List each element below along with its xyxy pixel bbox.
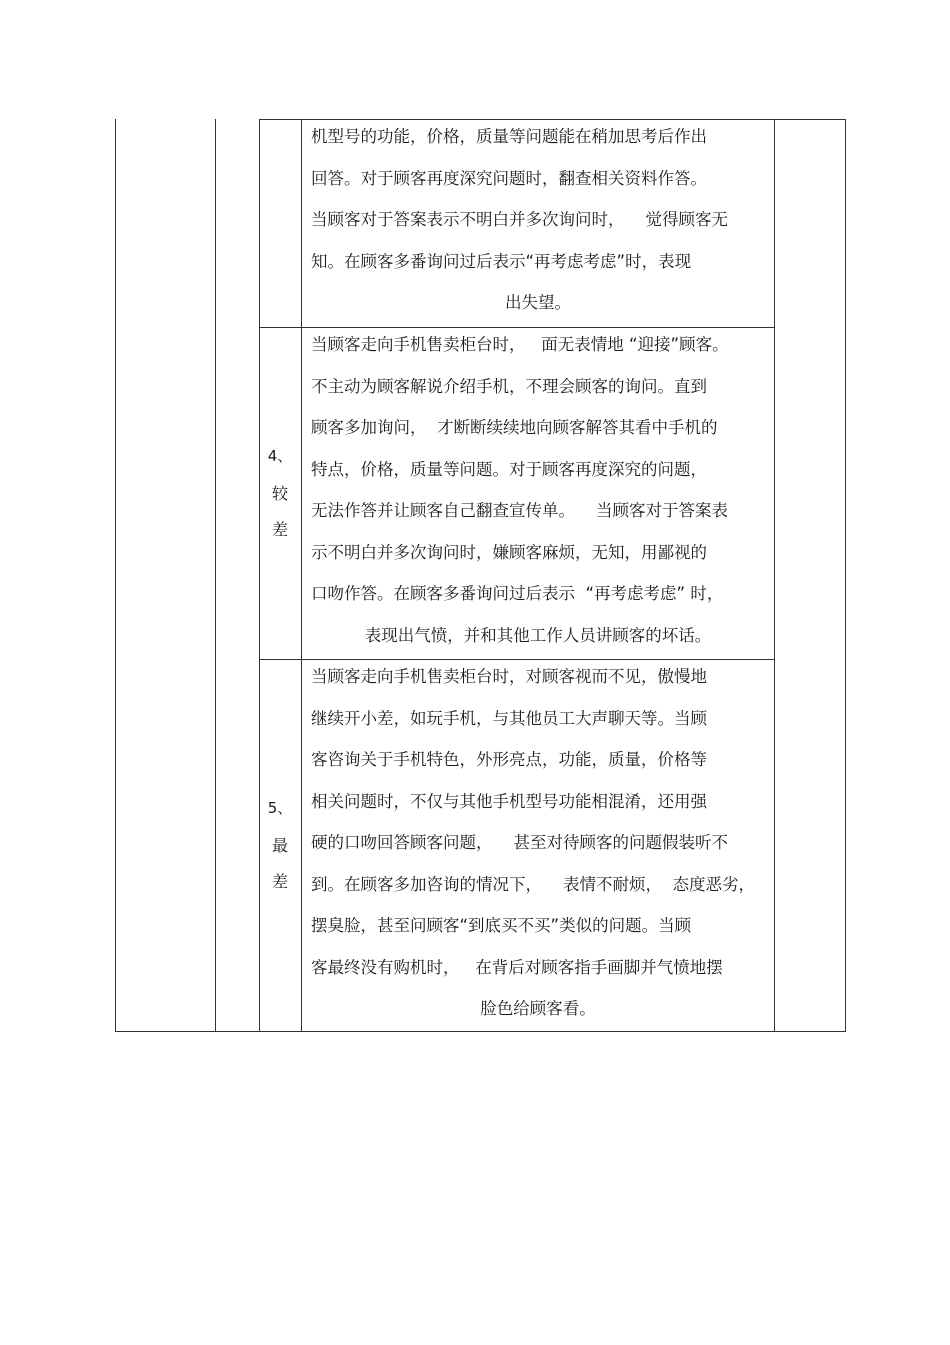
description-line: 当顾客走向手机售卖柜台时， 面无表情地 “迎接”顾客。 <box>311 335 729 354</box>
level-number: 4、 <box>267 447 293 465</box>
level-label-char: 最 <box>271 836 288 855</box>
description-line: 口吻作答。在顾客多番询问过后表示 “再考虑考虑” 时， <box>311 584 724 603</box>
description-line: 知。在顾客多番询问过后表示“再考虑考虑”时，表现 <box>311 251 692 271</box>
table-divider-col4 <box>774 119 775 1032</box>
description-line: 相关问题时，不仅与其他手机型号功能相混淆，还用强 <box>311 791 707 811</box>
description-line: 回答。对于顾客再度深究问题时，翻查相关资料作答。 <box>311 168 707 188</box>
description-line: 顾客多加询问， 才断断续续地向顾客解答其看中手机的 <box>311 418 718 437</box>
description-line: 客最终没有购机时， 在背后对顾客指手画脚并气愤地摆 <box>311 957 723 977</box>
level-label-char: 差 <box>271 520 288 539</box>
description-line: 出失望。 <box>505 293 571 312</box>
level-label-char: 较 <box>271 484 288 503</box>
level-number: 5、 <box>267 799 293 817</box>
description-line: 硬的口吻回答顾客问题， 甚至对待顾客的问题假装听不 <box>311 833 728 852</box>
description-cell-row-3 <box>301 660 774 1034</box>
description-line: 表现出气愤，并和其他工作人员讲顾客的坏话。 <box>364 625 712 645</box>
description-line: 当顾客走向手机售卖柜台时，对顾客视而不见，傲慢地 <box>311 667 707 686</box>
level-cell-row-3 <box>259 660 301 1031</box>
level-cell-row-2 <box>259 328 301 659</box>
description-cell-row-1 <box>301 120 774 328</box>
description-line: 客咨询关于手机特色，外形亮点，功能，质量，价格等 <box>311 750 707 769</box>
description-line: 当顾客对于答案表示不明白并多次询问时， 觉得顾客无 <box>311 210 728 229</box>
description-cell-row-2 <box>301 328 774 660</box>
description-line: 继续开小差，如玩手机，与其他员工大声聊天等。当顾 <box>311 708 707 728</box>
level-cell-row-1 <box>259 120 301 327</box>
description-line: 脸色给顾客看。 <box>480 999 596 1018</box>
description-line: 无法作答并让顾客自己翻查宣传单。 当顾客对于答案表 <box>311 501 728 520</box>
description-line: 机型号的功能，价格，质量等问题能在稍加思考后作出 <box>311 127 707 146</box>
level-label-char: 差 <box>271 872 288 891</box>
table-border-left <box>115 119 116 1032</box>
description-line: 示不明白并多次询问时，嫌顾客麻烦，无知，用鄙视的 <box>311 542 707 562</box>
table-border-right <box>845 119 846 1032</box>
description-line: 不主动为顾客解说介绍手机，不理会顾客的询问。直到 <box>311 376 707 396</box>
description-line: 特点，价格，质量等问题。对于顾客再度深究的问题， <box>311 459 707 479</box>
table-divider-col1 <box>215 119 216 1032</box>
description-line: 到。在顾客多加咨询的情况下， 表情不耐烦， 态度恶劣， <box>311 874 755 894</box>
description-line: 摆臭脸，甚至问顾客“到底买不买”类似的问题。当顾 <box>311 916 692 935</box>
